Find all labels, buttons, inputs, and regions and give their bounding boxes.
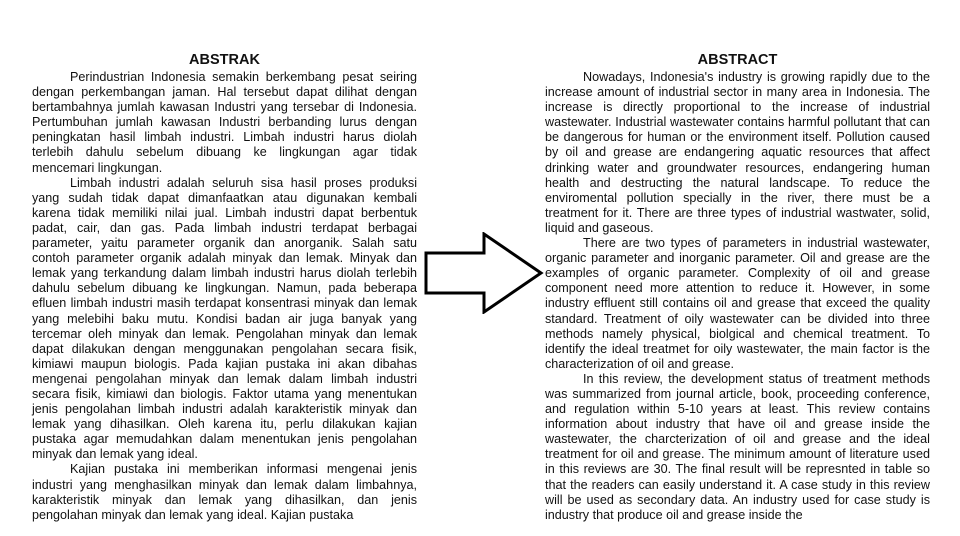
abstract-paragraph-1: Nowadays, Indonesia's industry is growing rapidly due to the increase amount of industrial sector in many area in Indonesia. The increase is directly proportional to the increase of industrial wastewater. Industrial wastewater contains harmful pollutant that can be dangerous for human or the environment itself. Pollution caused by oil and grease are endangering aquatic resources that affect drinking water and groundwater resources, endangering human health and destructing the natural landscape. To reduce the enviromental pollution specially in the river, there must be a treatment for it. There are three types of industrial wastwater, solid, liquid and gaseous. — [545, 70, 930, 235]
abstrak-title: ABSTRAK — [189, 52, 260, 68]
abstrak-paragraph-1: Perindustrian Indonesia semakin berkembang pesat seiring dengan perkembangan jaman. Hal tersebut dapat dilihat dengan bertambahnya jumlah kawasan Industri yang tersebar di Indonesia. Pertumbuhan jumlah kawasan Industri berbanding lurus dengan peningkatan hasil limbah industri. Limbah industri harus diolah terlebih dahulu sebelum dibuang ke lingkungan agar tidak mencemari lingkungan. — [32, 70, 417, 175]
abstrak-column — [32, 52, 417, 523]
abstract-column — [545, 52, 930, 523]
abstract-paragraph-2: There are two types of parameters in industrial wastewater, organic parameter and inorganic parameter. Oil and grease are the examples of organic parameter. Complexity of oil and grease component need more attention to reduce it. However, in some industry effluent still contains oil and grease that exceed the quality standard. Treatment of oily wastewater can be divided into three methods namely physical, biolgical and chemical treatment. To identify the ideal treatmet for oily wastewater, the main factor is the characterization of oil and grease. — [545, 236, 930, 371]
abstrak-paragraph-3: Kajian pustaka ini memberikan informasi mengenai jenis industri yang menghasilkan minyak dan lemak dalam limbahnya, karakteristik minyak dan lemak yang dihasilkan, dan jenis pengolahan minyak dan lemak yang ideal. Kajian pustaka — [32, 462, 417, 522]
abstrak-paragraph-2: Limbah industri adalah seluruh sisa hasil proses produksi yang sudah tidak dapat dimanfaatkan atau digunakan kembali karena tidak memiliki nilai jual. Limbah industri dapat berbentuk padat, cair, dan gas. Pada limbah industri terdapat berbagai parameter, yaitu parameter organik dan anorganik. Salah satu contoh parameter organik adalah minyak dan lemak. Minyak dan lemak yang terkandung dalam limbah industri harus diolah terlebih dahulu sebelum dibuang ke lingkungan. Namun, pada beberapa efluen limbah industri masih terdapat konsentrasi minyak dan lemak yang melebihi baku mutu. Kondisi badan air juga banyak yang tercemar oleh minyak dan lemak. Pengolahan minyak dan lemak dapat dilakukan dengan menggunakan pengolahan secara fisik, kimiawi maupun biologis. Pada kajian pustaka ini akan dibahas mengenai pengolahan minyak dan lemak dalam limbah industri secara fisik, kimiawi dan biologis. Faktor utama yang menentukan jenis pengolahan limbah industri adalah karakteristik minyak dan lemak yang dihasilkan. Oleh karena itu, perlu dilakukan kajian pustaka agar memudahkan dalam menentukan jenis pengolahan minyak dan lemak yang ideal. — [32, 175, 417, 462]
abstract-paragraph-3: In this review, the development status of treatment methods was summarized from journal article, book, proceeding conference, and regulation within 5-10 years at least. This review contains information about industry that have oil and grease inside the wastewater, the charcterization of oil and grease and the ideal treatment for oil and grease. The minimum amount of literature used in this reviews are 30. The final result will be represnted in table so that the readers can easily understand it. A case study in this review will be used as secondary data. An industry used for case study is industry that produce oil and grease inside the — [545, 371, 930, 522]
abstract-title: ABSTRACT — [697, 52, 778, 68]
right-arrow-outline-icon — [424, 232, 544, 314]
